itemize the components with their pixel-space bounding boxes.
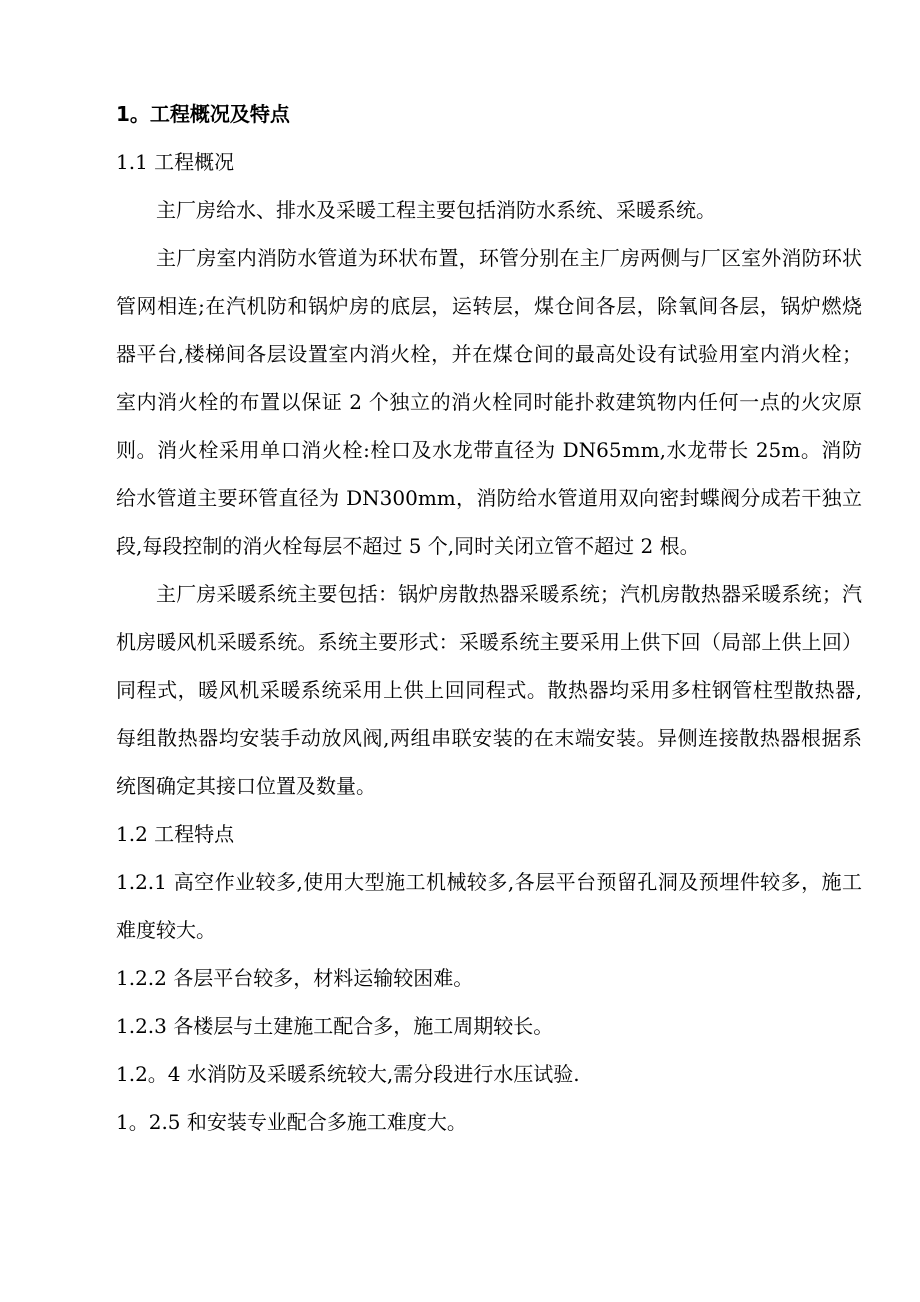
section-1-2-title: 1.2 工程特点 [116, 822, 235, 846]
document-heading: 1。工程概况及特点 [116, 102, 290, 126]
feature-item-4: 1.2。4 水消防及采暖系统较大,需分段进行水压试验. [116, 1062, 580, 1086]
feature-item-2: 1.2.2 各层平台较多，材料运输较困难。 [116, 966, 474, 990]
feature-item-1: 1.2.1 高空作业较多,使用大型施工机械较多,各层平台预留孔洞及预埋件较多，施工难度较大。 [116, 870, 862, 942]
paragraph-scope: 主厂房给水、排水及采暖工程主要包括消防水系统、采暖系统。 [156, 198, 716, 222]
feature-item-3: 1.2.3 各楼层与土建施工配合多，施工周期较长。 [116, 1014, 554, 1038]
document-page [116, 90, 862, 1146]
section-1-1-title: 1.1 工程概况 [116, 150, 235, 174]
feature-item-5: 1。2.5 和安装专业配合多施工难度大。 [116, 1110, 467, 1134]
paragraph-heating: 主厂房采暖系统主要包括：锅炉房散热器采暖系统；汽机房散热器采暖系统；汽机房暖风机采暖系统。系统主要形式：采暖系统主要采用上供下回（局部上供上回）同程式，暖风机采暖系统采用上供上回同程式。散热器均采用多柱钢管柱型散热器,每组散热器均安装手动放风阀,两组串联安装的在末端安装。异侧连接散热器根据系统图确定其接口位置及数量。 [116, 582, 862, 798]
paragraph-fire-water: 主厂房室内消防水管道为环状布置，环管分别在主厂房两侧与厂区室外消防环状管网相连;在汽机防和锅炉房的底层，运转层，煤仓间各层，除氧间各层，锅炉燃烧器平台,楼梯间各层设置室内消火栓，并在煤仓间的最高处设有试验用室内消火栓；室内消火栓的布置以保证 2 个独立的消火栓同时能扑救建筑物内任何一点的火灾原则。消火栓采用单口消火栓:栓口及水龙带直径为 DN65mm,水龙带长 25m。消防给水管道主要环管直径为 DN300mm，消防给水管道用双向密封蝶阀分成若干独立段,每段控制的消火栓每层不超过 5 个,同时关闭立管不超过 2 根。 [116, 246, 862, 558]
